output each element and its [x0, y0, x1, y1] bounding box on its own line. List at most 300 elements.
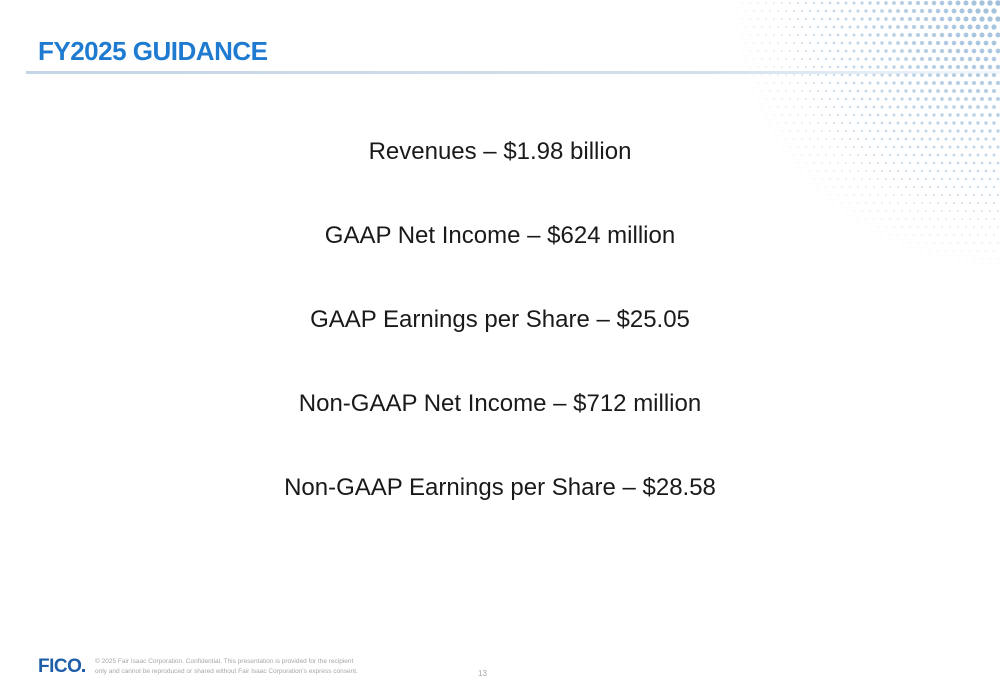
pattern-dot [968, 105, 972, 109]
pattern-dot [785, 90, 787, 92]
pattern-dot [956, 97, 960, 101]
pattern-dot [972, 49, 977, 54]
pattern-dot [963, 0, 968, 5]
pattern-dot [856, 9, 859, 12]
pattern-dot [936, 89, 940, 93]
pattern-dot [805, 18, 807, 20]
pattern-dot [825, 122, 827, 124]
pattern-dot [841, 122, 843, 124]
pattern-dot [833, 90, 835, 92]
pattern-dot [702, 35, 703, 36]
pattern-dot [809, 90, 811, 92]
pattern-dot [920, 41, 924, 45]
copyright-notice [95, 657, 395, 677]
pattern-dot [892, 1, 896, 5]
pattern-dot [722, 75, 723, 76]
pattern-dot [924, 81, 928, 85]
pattern-dot [916, 1, 920, 5]
pattern-dot [900, 1, 904, 5]
pattern-dot [924, 33, 928, 37]
pattern-dot [976, 57, 981, 62]
pattern-dot [873, 106, 876, 109]
pattern-dot [996, 49, 1000, 54]
pattern-dot [980, 65, 984, 69]
pattern-dot [900, 49, 904, 53]
pattern-dot [805, 34, 807, 36]
pattern-dot [900, 113, 903, 116]
pattern-dot [872, 57, 875, 60]
pattern-dot [964, 17, 969, 22]
pattern-dot [980, 33, 985, 38]
pattern-dot [968, 121, 971, 124]
pattern-dot [900, 81, 903, 84]
pattern-dot [976, 25, 981, 30]
pattern-dot [793, 106, 795, 108]
pattern-dot [702, 3, 703, 4]
pattern-dot [849, 58, 852, 61]
pattern-dot [833, 42, 836, 45]
pattern-dot [726, 19, 727, 20]
pattern-dot [749, 34, 750, 35]
pattern-dot [896, 25, 900, 29]
pattern-dot [817, 42, 819, 44]
pattern-dot [757, 18, 758, 19]
pattern-dot [722, 43, 723, 44]
pattern-dot [916, 113, 919, 116]
pattern-dot [984, 41, 989, 46]
pattern-dot [829, 66, 832, 69]
pattern-dot [956, 17, 961, 22]
pattern-dot [777, 10, 779, 12]
pattern-dot [980, 97, 984, 101]
pattern-dot [996, 113, 1000, 117]
pattern-dot [797, 114, 799, 116]
pattern-dot [829, 114, 831, 116]
pattern-dot [884, 97, 887, 100]
pattern-dot [936, 25, 940, 29]
pattern-dot [876, 81, 879, 84]
pattern-dot [837, 82, 840, 85]
pattern-dot [956, 65, 960, 69]
pattern-dot [726, 67, 727, 68]
pattern-dot [956, 1, 961, 6]
pattern-dot [718, 83, 719, 84]
pattern-dot [873, 122, 876, 125]
pattern-dot [722, 123, 723, 124]
pattern-dot [793, 122, 795, 124]
pattern-dot [777, 74, 779, 76]
pattern-dot [757, 82, 758, 83]
pattern-dot [817, 74, 819, 76]
pattern-dot [813, 98, 815, 100]
pattern-dot [749, 98, 750, 99]
pattern-dot [809, 10, 811, 12]
pattern-dot [789, 34, 791, 36]
pattern-dot [868, 17, 871, 20]
pattern-dot [912, 25, 916, 29]
pattern-dot [848, 25, 851, 28]
pattern-dot [733, 18, 734, 19]
pattern-dot [884, 49, 887, 52]
pattern-dot [992, 89, 996, 93]
pattern-dot [741, 34, 742, 35]
pattern-dot [864, 41, 867, 44]
pattern-dot [789, 50, 791, 52]
pattern-dot [841, 58, 844, 61]
pattern-dot [920, 121, 923, 124]
pattern-dot [773, 34, 775, 36]
pattern-dot [837, 34, 840, 37]
pattern-dot [892, 33, 896, 37]
pattern-dot [869, 82, 872, 85]
pattern-dot [829, 98, 831, 100]
pattern-dot [789, 2, 791, 4]
pattern-dot [805, 50, 807, 52]
pattern-dot [952, 105, 956, 109]
pattern-dot [761, 90, 762, 91]
pattern-dot [936, 105, 940, 109]
pattern-dot [900, 17, 904, 21]
pattern-dot [932, 33, 936, 37]
pattern-dot [730, 75, 731, 76]
pattern-dot [845, 50, 848, 53]
pattern-dot [833, 26, 836, 29]
pattern-dot [718, 19, 719, 20]
pattern-dot [960, 89, 964, 93]
pattern-dot [896, 89, 899, 92]
pattern-dot [952, 41, 957, 46]
pattern-dot [849, 42, 852, 45]
pattern-dot [753, 58, 754, 59]
pattern-dot [837, 18, 840, 21]
pattern-dot [845, 2, 848, 5]
pattern-dot [793, 42, 795, 44]
slide-title: FY2025 GUIDANCE [38, 36, 268, 66]
pattern-dot [754, 123, 755, 124]
pattern-dot [801, 74, 803, 76]
pattern-dot [702, 67, 703, 68]
pattern-dot [769, 26, 771, 28]
pattern-dot [972, 65, 976, 69]
pattern-dot [722, 91, 723, 92]
pattern-dot [710, 83, 711, 84]
pattern-dot [972, 81, 976, 85]
pattern-dot [888, 25, 892, 29]
pattern-dot [877, 114, 880, 117]
pattern-dot [785, 74, 787, 76]
pattern-dot [757, 114, 758, 115]
pattern-dot [976, 121, 979, 124]
pattern-dot [753, 74, 754, 75]
pattern-dot [920, 89, 924, 93]
pattern-dot [749, 18, 750, 19]
pattern-dot [920, 57, 924, 61]
pattern-dot [757, 50, 758, 51]
pattern-dot [960, 57, 964, 61]
pattern-dot [984, 57, 989, 62]
pattern-dot [797, 82, 799, 84]
pattern-dot [845, 114, 847, 116]
pattern-dot [877, 98, 880, 101]
pattern-dot [841, 74, 844, 77]
pattern-dot [940, 17, 945, 22]
pattern-dot [960, 41, 965, 46]
guidance-item-non-gaap-eps: Non-GAAP Earnings per Share – $28.58 [284, 474, 716, 501]
pattern-dot [892, 17, 896, 21]
pattern-dot [817, 26, 819, 28]
pattern-dot [741, 50, 742, 51]
pattern-dot [706, 75, 707, 76]
pattern-dot [749, 82, 750, 83]
pattern-dot [781, 82, 783, 84]
pattern-dot [745, 42, 746, 43]
pattern-dot [769, 90, 770, 91]
pattern-dot [964, 49, 969, 54]
pattern-dot [805, 114, 807, 116]
pattern-dot [979, 16, 984, 21]
pattern-dot [753, 106, 754, 107]
pattern-dot [881, 106, 884, 109]
pattern-dot [861, 66, 864, 69]
pattern-dot [821, 34, 824, 37]
pattern-dot [991, 24, 996, 29]
pattern-dot [880, 41, 883, 44]
pattern-dot [980, 49, 985, 54]
pattern-dot [734, 99, 735, 100]
pattern-dot [857, 90, 860, 93]
pattern-dot [757, 2, 759, 4]
pattern-dot [781, 66, 783, 68]
pattern-dot [964, 113, 968, 117]
pattern-dot [706, 91, 707, 92]
pattern-dot [710, 3, 711, 4]
pattern-dot [734, 83, 735, 84]
pattern-dot [765, 50, 767, 52]
pattern-dot [860, 33, 863, 36]
pattern-dot [880, 9, 884, 13]
pattern-dot [928, 121, 931, 124]
pattern-dot [928, 57, 932, 61]
pattern-dot [765, 34, 767, 36]
pattern-dot [995, 16, 1000, 21]
pattern-dot [793, 74, 795, 76]
pattern-dot [948, 1, 953, 6]
pattern-dot [889, 106, 892, 109]
pattern-dot [924, 97, 928, 101]
pattern-dot [777, 122, 778, 123]
pattern-dot [805, 98, 807, 100]
pattern-dot [960, 9, 965, 14]
pattern-dot [924, 17, 928, 21]
pattern-dot [809, 122, 811, 124]
pattern-dot [864, 9, 867, 12]
pattern-dot [900, 33, 904, 37]
pattern-dot [825, 26, 828, 29]
pattern-dot [745, 26, 746, 27]
pattern-dot [761, 26, 763, 28]
pattern-dot [912, 57, 916, 61]
pattern-dot [809, 58, 811, 60]
pattern-dot [813, 50, 815, 52]
pattern-dot [884, 81, 887, 84]
pattern-dot [841, 90, 844, 93]
pattern-dot [908, 49, 912, 53]
pattern-dot [742, 83, 743, 84]
pattern-dot [750, 115, 751, 116]
pattern-dot [817, 10, 820, 13]
pattern-dot [972, 113, 976, 117]
pattern-dot [889, 122, 892, 125]
pattern-dot [984, 105, 988, 109]
pattern-dot [853, 66, 856, 69]
pattern-dot [948, 65, 952, 69]
pattern-dot [845, 98, 848, 101]
pattern-dot [769, 58, 771, 60]
pattern-dot [714, 107, 715, 108]
pattern-dot [773, 82, 775, 84]
pattern-dot [706, 123, 707, 124]
pattern-dot [853, 82, 856, 85]
pattern-dot [988, 65, 992, 69]
pattern-dot [940, 65, 944, 69]
pattern-dot [821, 82, 823, 84]
pattern-dot [992, 105, 996, 109]
pattern-dot [841, 106, 843, 108]
pattern-dot [737, 42, 738, 43]
pattern-dot [849, 106, 851, 108]
pattern-dot [813, 34, 815, 36]
pattern-dot [900, 97, 903, 100]
pattern-dot [730, 91, 731, 92]
pattern-dot [741, 66, 742, 67]
pattern-dot [892, 81, 895, 84]
pattern-dot [781, 18, 783, 20]
pattern-dot [785, 26, 787, 28]
pattern-dot [845, 18, 848, 21]
pattern-dot [718, 51, 719, 52]
pattern-dot [928, 25, 932, 29]
pattern-dot [773, 18, 775, 20]
pattern-dot [773, 50, 775, 52]
pattern-dot [868, 49, 871, 52]
pattern-dot [801, 26, 803, 28]
pattern-dot [857, 58, 860, 61]
pattern-dot [904, 89, 907, 92]
fico-logo-text: FICO [38, 656, 82, 677]
pattern-dot [793, 90, 795, 92]
guidance-list [0, 130, 1000, 550]
pattern-dot [976, 89, 980, 93]
pattern-dot [956, 33, 961, 38]
pattern-dot [968, 41, 973, 46]
pattern-dot [916, 49, 920, 53]
pattern-dot [749, 66, 750, 67]
pattern-dot [749, 2, 750, 3]
pattern-dot [896, 57, 900, 61]
pattern-dot [971, 0, 976, 5]
pattern-dot [757, 66, 758, 67]
pattern-dot [928, 89, 932, 93]
pattern-dot [813, 2, 815, 4]
pattern-dot [817, 106, 819, 108]
pattern-dot [928, 105, 931, 108]
pattern-dot [837, 114, 839, 116]
pattern-dot [841, 10, 844, 13]
pattern-dot [781, 50, 783, 52]
pattern-dot [793, 58, 795, 60]
pattern-dot [979, 0, 984, 5]
pattern-dot [987, 16, 992, 21]
pattern-dot [868, 1, 871, 4]
pattern-dot [944, 57, 948, 61]
pattern-dot [983, 24, 988, 29]
pattern-dot [873, 90, 876, 93]
guidance-item-non-gaap-net-income: Non-GAAP Net Income – $712 million [298, 390, 702, 417]
pattern-dot [996, 33, 1000, 38]
pattern-dot [785, 106, 787, 108]
pattern-dot [912, 121, 915, 124]
pattern-dot [904, 9, 908, 13]
pattern-dot [964, 33, 969, 38]
pattern-dot [908, 81, 912, 85]
pattern-dot [972, 33, 977, 38]
pattern-dot [726, 3, 727, 4]
pattern-dot [745, 74, 746, 75]
pattern-dot [829, 18, 832, 21]
pattern-dot [908, 17, 912, 21]
pattern-dot [864, 57, 867, 60]
pattern-dot [885, 114, 888, 117]
pattern-dot [773, 114, 774, 115]
pattern-dot [749, 50, 750, 51]
pattern-dot [746, 123, 747, 124]
pattern-dot [964, 81, 968, 85]
pattern-dot [912, 89, 915, 92]
pattern-dot [944, 105, 948, 109]
pattern-dot [714, 43, 715, 44]
pattern-dot [876, 17, 880, 21]
pattern-dot [734, 115, 735, 116]
pattern-dot [829, 50, 832, 53]
pattern-dot [995, 0, 1000, 6]
pattern-dot [737, 26, 738, 27]
pattern-dot [837, 2, 840, 5]
pattern-dot [920, 25, 924, 29]
pattern-dot [789, 66, 791, 68]
copyright-line-1: © 2025 Fair Isaac Corporation. Confidential. This presentation is provided for the recipient [95, 658, 354, 665]
pattern-dot [837, 98, 839, 100]
pattern-dot [924, 1, 928, 5]
pattern-dot [880, 57, 883, 60]
pattern-dot [904, 57, 908, 61]
pattern-dot [737, 58, 738, 59]
pattern-dot [745, 58, 746, 59]
pattern-dot [940, 1, 945, 6]
pattern-dot [710, 51, 711, 52]
pattern-dot [821, 18, 824, 21]
pattern-dot [896, 9, 900, 13]
pattern-dot [988, 49, 993, 54]
pattern-dot [932, 17, 936, 21]
pattern-dot [936, 9, 941, 14]
pattern-dot [865, 122, 868, 125]
pattern-dot [781, 98, 783, 100]
pattern-dot [996, 81, 1000, 85]
pattern-dot [817, 58, 819, 60]
pattern-dot [853, 98, 856, 101]
pattern-dot [892, 97, 895, 100]
pattern-dot [987, 0, 992, 5]
